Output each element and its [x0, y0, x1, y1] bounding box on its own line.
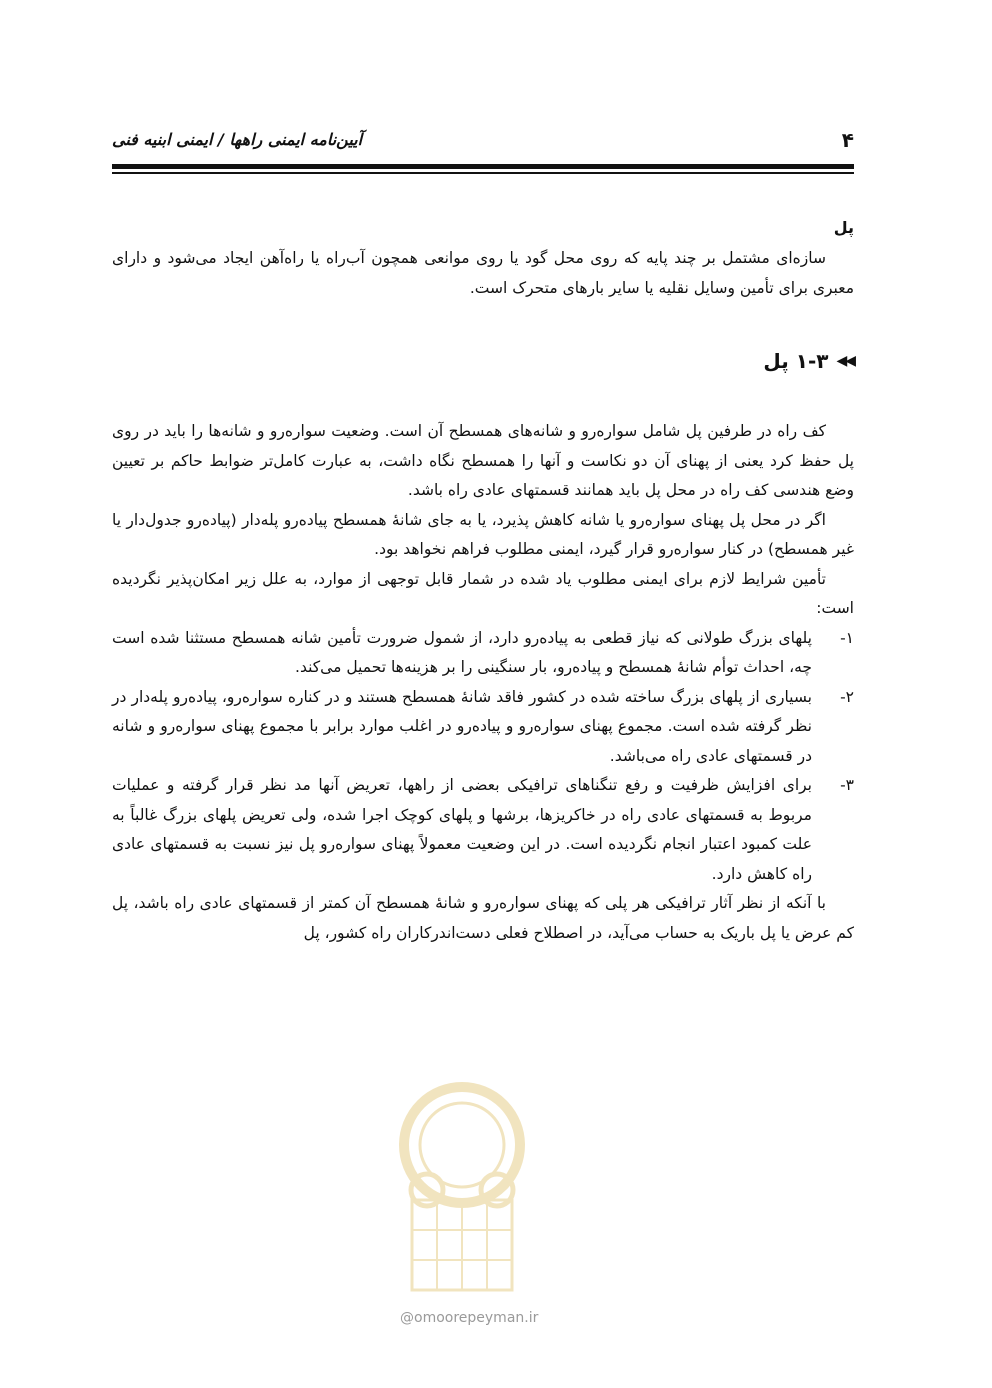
closing-paragraph: با آنکه از نظر آثار ترافیکی هر پلی که پهنای سواره‌رو و شانهٔ همسطح آن کمتر از قسمتهای عادی راه باشد، پل کم عرض یا پل باریک به حساب می‌آید، در اصطلاح فعلی دست‌اندرکاران راه کشور، پل	[112, 894, 854, 942]
paragraph: تأمین شرایط لازم برای ایمنی مطلوب یاد شده در شمار قابل توجهی از موارد، به علل زیر امکان‌پذیر نگردیده است:	[112, 569, 854, 617]
page-number: ۴	[841, 128, 854, 152]
list-item-text: برای افزایش ظرفیت و رفع تنگناهای ترافیکی بعضی از راهها، تعریض آنها مد نظر قرار گرفته و عملیات مربوط به قسمتهای عادی راه در خاکریزها، برشها و پلهای کوچک اجرا شده، ولی تعریض پلهای بزرگ غالباً به علت کمبود اعتبار انجام نگردیده است. در این وضعیت معمولاً پهنای سواره‌رو پل نیز نسبت به قسمتهای عادی راه کاهش دارد.	[112, 776, 812, 883]
definition-term: پل	[833, 218, 854, 237]
page-content	[112, 218, 854, 948]
list-item	[112, 624, 854, 683]
page-header	[112, 128, 854, 168]
section-title: ۱-۳ پل	[763, 349, 829, 373]
paragraph: کف راه در طرفین پل شامل سواره‌رو و شانه‌های همسطح آن است. وضعیت سواره‌رو و شانه‌ها را باید در روی پل حفظ کرد یعنی از پهنای آن دو نکاست و آنها را همسطح نگاه داشت، به عبارت کامل‌تر ضوابط حاکم بر تعیین وضع هندسی کف راه در محل پل باید همانند قسمتهای عادی راه باشد.	[112, 422, 854, 499]
watermark-url: @omoorepeyman.ir	[400, 1310, 539, 1326]
header-rule-thick	[112, 164, 854, 169]
watermark-logo	[382, 1080, 542, 1310]
list-item-text: پلهای بزرگ طولانی که نیاز قطعی به پیاده‌رو دارد، از شمول ضرورت تأمین شانه همسطح مستثنا شده است چه، احداث توأم شانهٔ همسطح و پیاده‌رو، بار سنگینی را بر هزینه‌ها تحمیل می‌کند.	[112, 628, 812, 676]
running-title: آیین‌نامه ایمنی راهها / ایمنی ابنیه فنی	[112, 130, 363, 149]
definition-text: سازه‌ای مشتمل بر چند پایه که روی محل گود یا روی موانعی همچون آب‌راه یا راه‌آهن ایجاد می‌شود و دارای معبری برای تأمین وسایل نقلیه یا سایر بارهای متحرک است.	[112, 249, 854, 297]
list-item	[112, 683, 854, 772]
double-arrow-icon: ◀◀	[836, 353, 854, 369]
list-item-text: بسیاری از پلهای بزرگ ساخته شده در کشور فاقد شانهٔ همسطح هستند و در کناره سواره‌رو، پیاده‌رو پله‌دار در نظر گرفته شده است. مجموع پهنای سواره‌رو و پیاده‌رو در اغلب موارد برابر با مجموع پهنای سواره‌رو و شانه در قسمتهای عادی راه می‌باشد.	[112, 687, 812, 765]
section-heading	[112, 346, 854, 376]
list-item-number: ۳-	[840, 776, 854, 794]
paragraph: اگر در محل پل پهنای سواره‌رو یا شانه کاهش پذیرد، یا به جای شانهٔ همسطح پیاده‌رو پله‌دار (پیاده‌رو جدول‌دار یا غیر همسطح) در کنار سواره‌رو قرار گیرد، ایمنی مطلوب فراهم نخواهد بود.	[112, 510, 854, 558]
list-item	[112, 771, 854, 889]
header-rule-thin	[112, 172, 854, 174]
numbered-list	[112, 624, 854, 890]
list-item-number: ۲-	[840, 687, 854, 706]
list-item-number: ۱-	[840, 628, 854, 647]
